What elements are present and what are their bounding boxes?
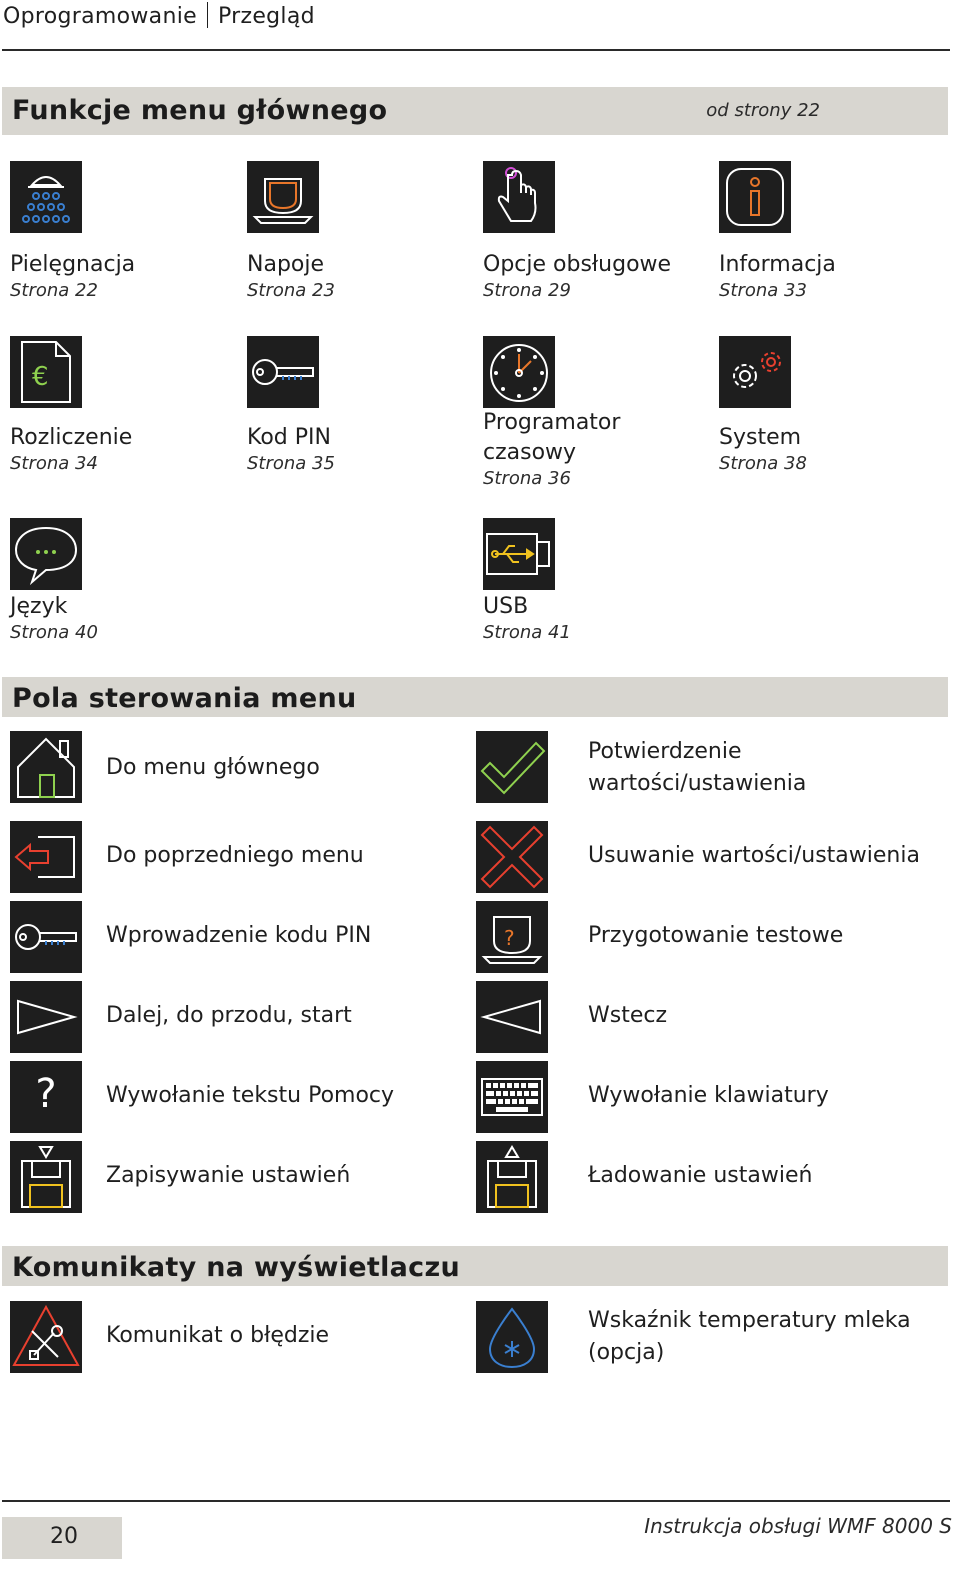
menu-item-page: Strona 33 bbox=[719, 280, 807, 301]
error-warning-icon bbox=[10, 1301, 82, 1373]
section-display-messages-header bbox=[2, 1246, 948, 1286]
play-forward-icon bbox=[10, 981, 82, 1053]
menu-item-page: Strona 34 bbox=[10, 453, 98, 474]
control-label: Przygotowanie testowe bbox=[588, 923, 844, 948]
menu-item-page: Strona 41 bbox=[483, 622, 571, 643]
breadcrumb-section: Oprogramowanie bbox=[3, 4, 197, 29]
page-number: 20 bbox=[50, 1524, 78, 1549]
milk-temperature-icon bbox=[476, 1301, 548, 1373]
key-icon bbox=[10, 901, 82, 973]
keyboard-icon bbox=[476, 1061, 548, 1133]
control-label: Dalej, do przodu, start bbox=[106, 1003, 352, 1028]
menu-item-page: Strona 29 bbox=[483, 280, 571, 301]
delete-x-icon bbox=[476, 821, 548, 893]
save-floppy-icon bbox=[10, 1141, 82, 1213]
shower-icon bbox=[10, 161, 82, 233]
menu-item-title: Kod PIN bbox=[247, 425, 331, 450]
control-label: Zapisywanie ustawień bbox=[106, 1163, 351, 1188]
key-icon bbox=[247, 336, 319, 408]
menu-item-title: Język bbox=[10, 594, 68, 619]
header-divider bbox=[2, 49, 950, 51]
touch-hand-icon bbox=[483, 161, 555, 233]
info-icon bbox=[719, 161, 791, 233]
section-title: Komunikaty na wyświetlaczu bbox=[12, 1252, 460, 1283]
usb-icon bbox=[483, 518, 555, 590]
message-label: Wskaźnik temperatury mleka (opcja) bbox=[588, 1308, 911, 1365]
section-page-ref: od strony 22 bbox=[706, 100, 820, 121]
menu-item-title: Rozliczenie bbox=[10, 425, 133, 450]
control-label: Ładowanie ustawień bbox=[588, 1163, 813, 1188]
section-main-menu-header bbox=[2, 87, 948, 135]
menu-item-page: Strona 22 bbox=[10, 280, 98, 301]
control-label: Do poprzedniego menu bbox=[106, 843, 364, 868]
section-control-fields-header bbox=[2, 677, 948, 717]
cup-icon bbox=[247, 161, 319, 233]
menu-item-page: Strona 38 bbox=[719, 453, 807, 474]
svg-text:?: ? bbox=[504, 926, 515, 950]
menu-item-title: USB bbox=[483, 594, 529, 619]
menu-item-page: Strona 40 bbox=[10, 622, 98, 643]
control-label: Wprowadzenie kodu PIN bbox=[106, 923, 372, 948]
breadcrumb bbox=[3, 2, 315, 29]
message-label: Komunikat o błędzie bbox=[106, 1323, 330, 1348]
control-label: Wstecz bbox=[588, 1003, 668, 1028]
document-title: Instrukcja obsługi WMF 8000 S bbox=[644, 1514, 952, 1538]
svg-text:€: € bbox=[32, 362, 49, 392]
help-icon bbox=[10, 1061, 82, 1133]
menu-item-page: Strona 35 bbox=[247, 453, 335, 474]
control-label: Do menu głównego bbox=[106, 755, 320, 780]
gears-icon bbox=[719, 336, 791, 408]
test-cup-icon bbox=[476, 901, 548, 973]
menu-item-title: System bbox=[719, 425, 802, 450]
speech-bubble-icon bbox=[10, 518, 82, 590]
menu-item-page: Strona 23 bbox=[247, 280, 335, 301]
help-glyph: ? bbox=[35, 1071, 57, 1117]
section-title: Funkcje menu głównego bbox=[12, 95, 388, 126]
control-label: Wywołanie klawiatury bbox=[588, 1083, 829, 1108]
play-back-icon bbox=[476, 981, 548, 1053]
page-number-box bbox=[2, 1517, 122, 1559]
control-label: Potwierdzenie wartości/ustawienia bbox=[588, 739, 807, 796]
breadcrumb-subsection: Przegląd bbox=[217, 4, 315, 29]
home-icon bbox=[10, 731, 82, 803]
load-floppy-icon bbox=[476, 1141, 548, 1213]
clock-icon bbox=[483, 336, 555, 408]
menu-item-title: Opcje obsługowe bbox=[483, 252, 672, 277]
control-label: Usuwanie wartości/ustawienia bbox=[588, 843, 920, 868]
section-title: Pola sterowania menu bbox=[12, 683, 357, 714]
control-label: Wywołanie tekstu Pomocy bbox=[106, 1083, 395, 1108]
menu-item-title: Informacja bbox=[719, 252, 836, 277]
breadcrumb-separator bbox=[207, 2, 208, 28]
menu-item-title: Napoje bbox=[247, 252, 325, 277]
euro-document-icon bbox=[10, 336, 82, 408]
footer-divider bbox=[2, 1500, 950, 1502]
back-arrow-icon bbox=[10, 821, 82, 893]
menu-item-page: Strona 36 bbox=[483, 468, 571, 489]
checkmark-icon bbox=[476, 731, 548, 803]
menu-item-title: Pielęgnacja bbox=[10, 252, 136, 277]
menu-item-title: Programator czasowy bbox=[483, 410, 621, 465]
